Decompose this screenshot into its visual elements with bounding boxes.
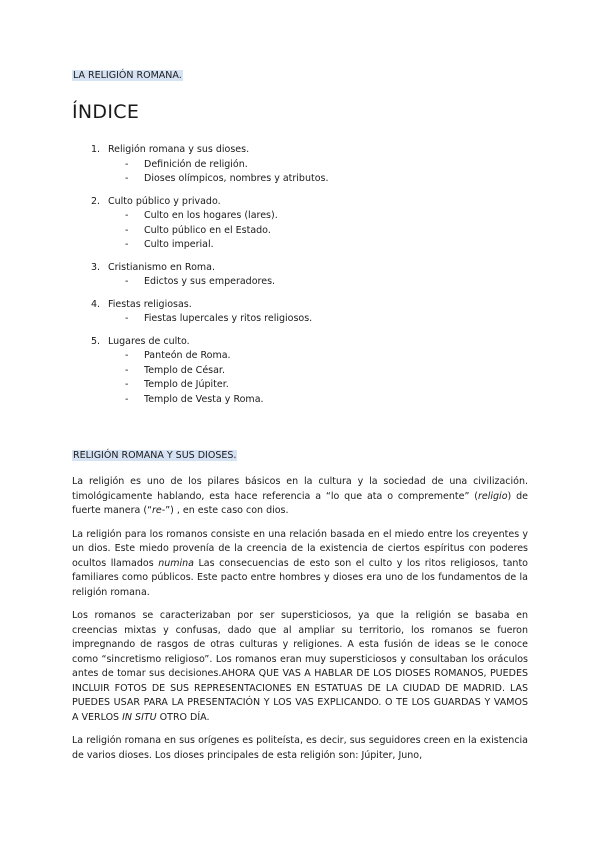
toc-subitem: - Definición de religión.: [125, 158, 248, 170]
toc-subitem: - Dioses olímpicos, nombres y atributos.: [125, 173, 329, 184]
toc-label: Religión romana y sus dioses.: [108, 144, 250, 155]
index-heading: ÍNDICE: [72, 101, 140, 123]
paragraph: La religión romana en sus orígenes es politeísta, es decir, sus seguidores creen en la existencia de varios dioses. Los dioses principales de esta religión son: Júpiter, Juno,: [72, 735, 528, 761]
toc-label: Cristianismo en Roma.: [108, 261, 215, 273]
section-heading-text: RELIGIÓN ROMANA Y SUS DIOSES.: [73, 450, 237, 461]
toc-subitem: - Templo de Júpiter.: [125, 379, 229, 390]
toc-item: [91, 261, 511, 290]
section-heading: [72, 450, 237, 461]
document-title: [72, 70, 183, 81]
paragraph: La religión es uno de los pilares básicos en la cultura y la sociedad de una civilización. timológicamente hablando, esta hace referencia a “lo que ata o compremente” (religio) de fuerte manera (“re-”) , en este caso con dios.: [72, 476, 528, 516]
paragraph: La religión para los romanos consiste en una relación basada en el miedo entre los creyentes y un dios. Este miedo provenía de la creencia de la existencia de ciertos espíritus con poderes ocultos llamados numina Las consecuencias de esto son el culto y los ritos religiosos, tanto familiares como públicos. Este pacto entre hombres y dioses era uno de los fundamentos de la religión romana.: [72, 528, 528, 598]
body-text: [72, 475, 528, 772]
toc-subitem: - Culto en los hogares (lares).: [125, 210, 278, 221]
toc-subitem: - Edictos y sus emperadores.: [125, 276, 276, 287]
document-title-text: LA RELIGIÓN ROMANA.: [73, 70, 182, 81]
toc-label: Culto público y privado.: [108, 195, 221, 207]
toc-subitem: - Culto imperial.: [125, 239, 214, 250]
toc-item: [91, 143, 511, 187]
toc-number: 5.: [91, 335, 101, 347]
toc-item: [91, 298, 511, 327]
toc-subitem: - Fiestas lupercales y ritos religiosos.: [125, 313, 313, 324]
toc-subitem: - Panteón de Roma.: [125, 350, 231, 361]
toc-subitem: - Culto público en el Estado.: [125, 224, 271, 236]
toc-subitem: - Templo de Vesta y Roma.: [125, 393, 264, 405]
toc-item: [91, 195, 511, 253]
toc-number: 1.: [91, 144, 101, 155]
toc-item: [91, 335, 511, 408]
paragraph: Los romanos se caracterizaban por ser supersticiosos, ya que la religión se basaba en creencias mixtas y confusas, dado que al ampliar su territorio, los romanos se fueron impregnando de rasgos de otras culturas y religiones. A esta fusión de ideas se le conoce como “sincretismo religioso”. Los romanos eran muy supersticiosos y consultaban los oráculos antes de tomar sus decisiones.AHORA QUE VAS A HABLAR DE LOS DIOSES ROMANOS, PUEDES INCLUIR FOTOS DE SUS REPRESENTACIONES EN ESTATUAS DE LA CIUDAD DE MADRID. LAS PUEDES USAR PARA LA PRESENTACIÓN Y LOS VAS EXPLICANDO. O TE LOS GUARDAS Y VAMOS A VERLOS IN SITU OTRO DÍA.: [72, 610, 528, 723]
toc-label: Fiestas religiosas.: [108, 298, 192, 310]
toc-label: Lugares de culto.: [108, 335, 190, 347]
toc-number: 3.: [91, 261, 101, 273]
toc-subitem: - Templo de César.: [125, 364, 225, 376]
toc-number: 4.: [91, 298, 101, 310]
table-of-contents: [91, 143, 511, 415]
toc-number: 2.: [91, 195, 101, 207]
